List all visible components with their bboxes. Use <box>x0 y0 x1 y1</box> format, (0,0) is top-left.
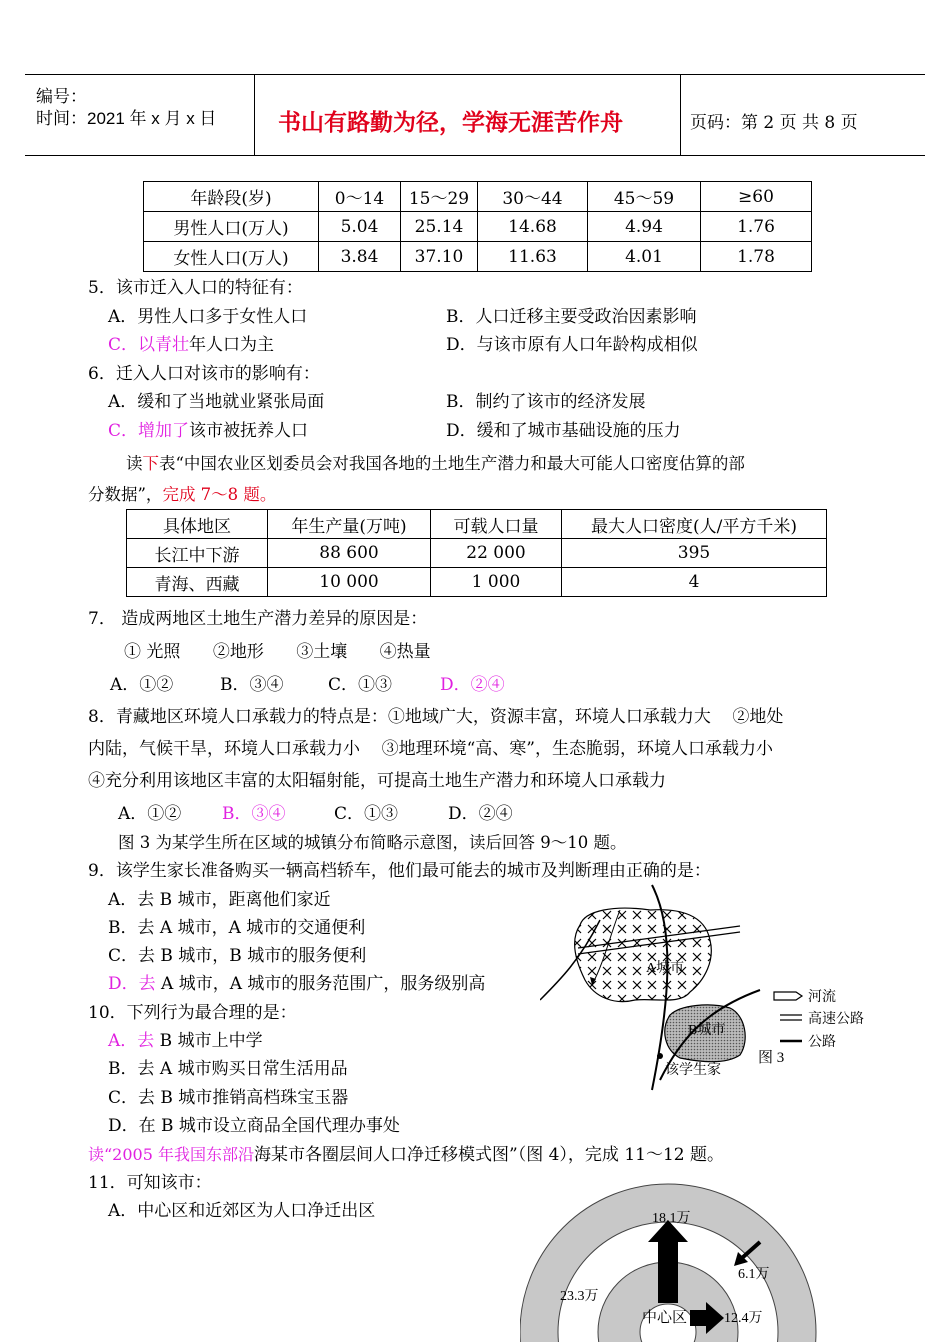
table-cell: 3.84 <box>319 242 401 272</box>
q8-option-d: D．②④ <box>448 804 513 824</box>
city-a-label: A城市 <box>646 961 685 976</box>
table-cell: 男性人口(万人) <box>144 212 319 242</box>
intro-78-line1 <box>126 453 745 475</box>
intro-text-red: 完成 7～8 题。 <box>162 485 277 504</box>
page-label: 页码：第 2 页 共 8 页 <box>690 113 858 133</box>
header-top-rule <box>25 74 925 75</box>
legend-river-icon <box>774 992 802 1000</box>
serial-label: 编号： <box>36 87 87 106</box>
city-b-label: B城市 <box>688 1023 726 1038</box>
table-cell: 1 000 <box>431 568 562 597</box>
legend-river-label: 河流 <box>808 990 836 1005</box>
q6-option-b: B．制约了该市的经济发展 <box>446 392 646 412</box>
table-cell: 1.78 <box>701 242 812 272</box>
q8-line1: 8．青藏地区环境人口承载力的特点是：①地域广大，资源丰富，环境人口承载力大 ②地处 <box>88 707 784 727</box>
table-cell: 15～29 <box>401 182 478 212</box>
q9-stem: 9．该学生家长准备购买一辆高档轿车，他们最可能去的城市及判断理由正确的是： <box>88 861 711 881</box>
q9-option-d-mark: D．去 <box>108 974 156 994</box>
q8-line3: ④充分利用该地区丰富的太阳辐射能，可提高土地生产潜力和环境人口承载力 <box>88 771 666 791</box>
table-cell: ≥60 <box>701 182 812 212</box>
intro-text: 读 <box>126 454 143 473</box>
q5-option-c <box>108 334 274 356</box>
q5-option-d: D．与该市原有人口年龄构成相似 <box>446 335 698 355</box>
legend <box>774 988 864 1050</box>
table-cell: 青海、西藏 <box>127 568 268 597</box>
intro-1112-mark: 读“2005 年我国东部沿 <box>88 1145 254 1164</box>
table-cell: 22 000 <box>431 539 562 568</box>
q9-option-b: B．去 A 城市，A 城市的交通便利 <box>108 918 366 938</box>
header-bottom-rule <box>25 155 925 156</box>
q5-stem: 5．该市迁入人口的特征有： <box>88 278 303 298</box>
q11-option-a: A．中心区和近郊区为人口净迁出区 <box>108 1201 376 1221</box>
figure-3-map <box>540 880 880 1095</box>
intro-1112-rest: 海某市各圈层间人口净迁移模式图”（图 4），完成 11～12 题。 <box>254 1145 724 1165</box>
table-cell: 14.68 <box>478 212 588 242</box>
table-row <box>144 242 812 272</box>
table-cell: 25.14 <box>401 212 478 242</box>
table-cell: 5.04 <box>319 212 401 242</box>
q6-option-c <box>108 420 308 442</box>
table-cell: 10 000 <box>268 568 431 597</box>
city-a-area <box>575 908 712 1001</box>
home-label: 该学生家 <box>665 1063 721 1078</box>
figure-3-caption: 图 3 <box>758 1050 785 1066</box>
table-cell: 女性人口(万人) <box>144 242 319 272</box>
table-cell: 1.76 <box>701 212 812 242</box>
table-cell: 年生产量(万吨) <box>268 510 431 539</box>
q8-option-c: C．①③ <box>334 804 399 824</box>
table-row <box>127 539 827 568</box>
table-cell: 年龄段(岁) <box>144 182 319 212</box>
legend-highway-label: 高速公路 <box>808 1012 864 1027</box>
q10-option-a-rest: B 城市上中学 <box>154 1031 263 1051</box>
q6-option-a: A．缓和了当地就业紧张局面 <box>108 392 325 412</box>
header-divider-2 <box>680 74 681 156</box>
q8-option-a: A．①② <box>118 804 182 824</box>
value-right: 12.4万 <box>724 1311 763 1326</box>
q9-option-c: C．去 B 城市，B 城市的服务便利 <box>108 946 367 966</box>
table-cell: 可载人口量 <box>431 510 562 539</box>
q11-stem: 11．可知该市： <box>88 1173 212 1193</box>
q10-option-a <box>108 1030 263 1052</box>
table-cell: 具体地区 <box>127 510 268 539</box>
table-row <box>144 212 812 242</box>
q5-option-c-rest: 年人口为主 <box>189 335 275 355</box>
table-row <box>127 568 827 597</box>
table-cell: 长江中下游 <box>127 539 268 568</box>
q7-option-d: D．②④ <box>440 675 505 695</box>
table-cell: 4.94 <box>588 212 701 242</box>
home-dot <box>657 1053 663 1059</box>
intro-text: 分数据”， <box>88 485 163 504</box>
q10-option-b: B．去 A 城市购买日常生活用品 <box>108 1059 348 1079</box>
time-label: 时间：2021 年 x 月 x 日 <box>36 109 217 128</box>
intro-text: 表“中国农业区划委员会对我国各地的土地生产潜力和最大可能人口密度估算的部 <box>159 454 745 473</box>
table-header-row <box>127 510 827 539</box>
header-motto: 书山有路勤为径，学海无涯苦作舟 <box>278 109 623 136</box>
value-up: 18.1万 <box>652 1211 691 1226</box>
q8-line2: 内陆，气候干旱，环境人口承载力小 ③地理环境“高、寒”，生态脆弱，环境人口承载力小 <box>88 739 773 759</box>
q9-option-d <box>108 973 485 995</box>
table-cell: 4.01 <box>588 242 701 272</box>
q6-option-c-mark: C．增加了 <box>108 421 190 441</box>
q6-option-c-rest: 该市被抚养人口 <box>189 421 309 441</box>
q9-option-d-rest: A 城市，A 城市的服务范围广，服务级别高 <box>155 974 486 994</box>
land-capacity-table <box>126 509 827 597</box>
q5-option-a: A．男性人口多于女性人口 <box>108 307 308 327</box>
intro-910: 图 3 为某学生所在区域的城镇分布简略示意图，读后回答 9～10 题。 <box>118 833 627 852</box>
age-population-table <box>143 181 812 272</box>
q7-items: ① 光照 ②地形 ③土壤 ④热量 <box>124 642 431 662</box>
table-cell: 0～14 <box>319 182 401 212</box>
intro-78-line2 <box>88 484 276 506</box>
table-cell: 4 <box>562 568 827 597</box>
q10-option-a-mark: A．去 <box>108 1031 155 1051</box>
table-cell: 45～59 <box>588 182 701 212</box>
q7-option-c: C．①③ <box>328 675 393 695</box>
figure-4-diagram <box>520 1160 820 1342</box>
table-cell: 最大人口密度(人/平方千米) <box>562 510 827 539</box>
q7-stem: 7． 造成两地区土地生产潜力差异的原因是： <box>88 609 428 629</box>
table-cell: 88 600 <box>268 539 431 568</box>
center-label: 中心区 <box>642 1310 688 1326</box>
table-header-row <box>144 182 812 212</box>
q10-stem: 10．下列行为最合理的是： <box>88 1003 297 1023</box>
q8-option-b: B．③④ <box>222 804 286 824</box>
value-diagonal: 6.1万 <box>738 1267 770 1282</box>
q9-option-a: A．去 B 城市，距离他们家近 <box>108 890 331 910</box>
q10-option-d: D．在 B 城市设立商品全国代理办事处 <box>108 1116 400 1136</box>
q6-stem: 6．迁入人口对该市的影响有： <box>88 364 320 384</box>
table-cell: 395 <box>562 539 827 568</box>
q10-option-c: C．去 B 城市推销高档珠宝玉器 <box>108 1088 349 1108</box>
table-cell: 37.10 <box>401 242 478 272</box>
q5-option-b: B．人口迁移主要受政治因素影响 <box>446 307 697 327</box>
q7-option-b: B．③④ <box>220 675 284 695</box>
q6-option-d: D．缓和了城市基础设施的压力 <box>446 421 681 441</box>
value-left: 23.3万 <box>560 1289 599 1304</box>
intro-text-red: 下 <box>142 454 159 473</box>
q7-option-a: A．①② <box>110 675 174 695</box>
table-cell: 11.63 <box>478 242 588 272</box>
legend-road-label: 公路 <box>808 1035 836 1050</box>
table-cell: 30～44 <box>478 182 588 212</box>
header-divider-1 <box>254 74 255 156</box>
q5-option-c-mark: C．以青壮 <box>108 335 190 355</box>
